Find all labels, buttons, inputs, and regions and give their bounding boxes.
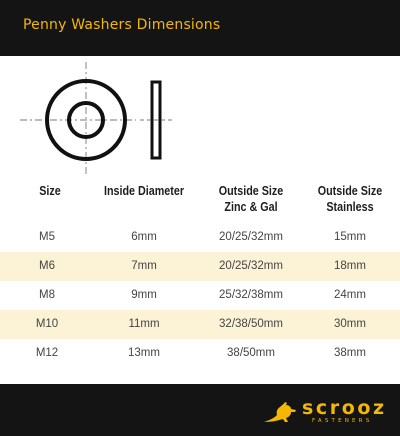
cell-outside-zinc: 38/50mm: [227, 347, 275, 359]
table-row: [0, 281, 400, 310]
page-title: Penny Washers Dimensions: [23, 17, 221, 33]
cell-inside-diameter: 9mm: [131, 289, 157, 301]
brand-logo[interactable]: [262, 398, 388, 426]
logo-tagline: FASTENERS: [312, 418, 373, 424]
cell-inside-diameter: 6mm: [131, 231, 157, 243]
cell-size: M6: [39, 260, 55, 272]
cell-inside-diameter: 13mm: [128, 347, 160, 359]
cell-inside-diameter: 7mm: [131, 260, 157, 272]
cell-outside-zinc: 32/38/50mm: [219, 318, 283, 330]
table-row: [0, 223, 400, 252]
cell-size: M12: [35, 347, 59, 359]
cell-outside-zinc: 20/25/32mm: [219, 231, 283, 243]
cell-size: M10: [35, 318, 59, 330]
table-body: [0, 223, 400, 368]
cell-outside-zinc: 25/32/38mm: [219, 289, 283, 301]
footer-bar: [0, 384, 400, 436]
cell-size: M8: [39, 289, 55, 301]
cell-outside-stainless: 30mm: [334, 318, 366, 330]
cell-outside-stainless: 24mm: [334, 289, 366, 301]
header-bar: [0, 0, 400, 56]
table-row: [0, 310, 400, 339]
cell-outside-stainless: 15mm: [334, 231, 366, 243]
table-row: [0, 339, 400, 368]
washer-front-view-diagram: [20, 62, 136, 174]
washer-diagram: [0, 58, 400, 180]
column-header-inside-diameter: Inside Diameter: [103, 184, 185, 198]
column-header-size: Size: [39, 184, 61, 198]
table-header: [0, 183, 400, 223]
logo-wordmark: scrooz: [302, 397, 387, 419]
cell-inside-diameter: 11mm: [128, 318, 160, 330]
cell-size: M5: [39, 231, 55, 243]
washer-side-view-diagram: [140, 82, 172, 158]
cell-outside-zinc: 20/25/32mm: [219, 260, 283, 272]
kangaroo-logo-icon: [262, 400, 300, 424]
column-header-outside-zinc: Outside Size Zinc & Gal: [218, 184, 284, 214]
column-header-outside-stainless: Outside Size Stainless: [317, 184, 383, 214]
table-row: [0, 252, 400, 281]
cell-outside-stainless: 18mm: [334, 260, 366, 272]
cell-outside-stainless: 38mm: [334, 347, 366, 359]
